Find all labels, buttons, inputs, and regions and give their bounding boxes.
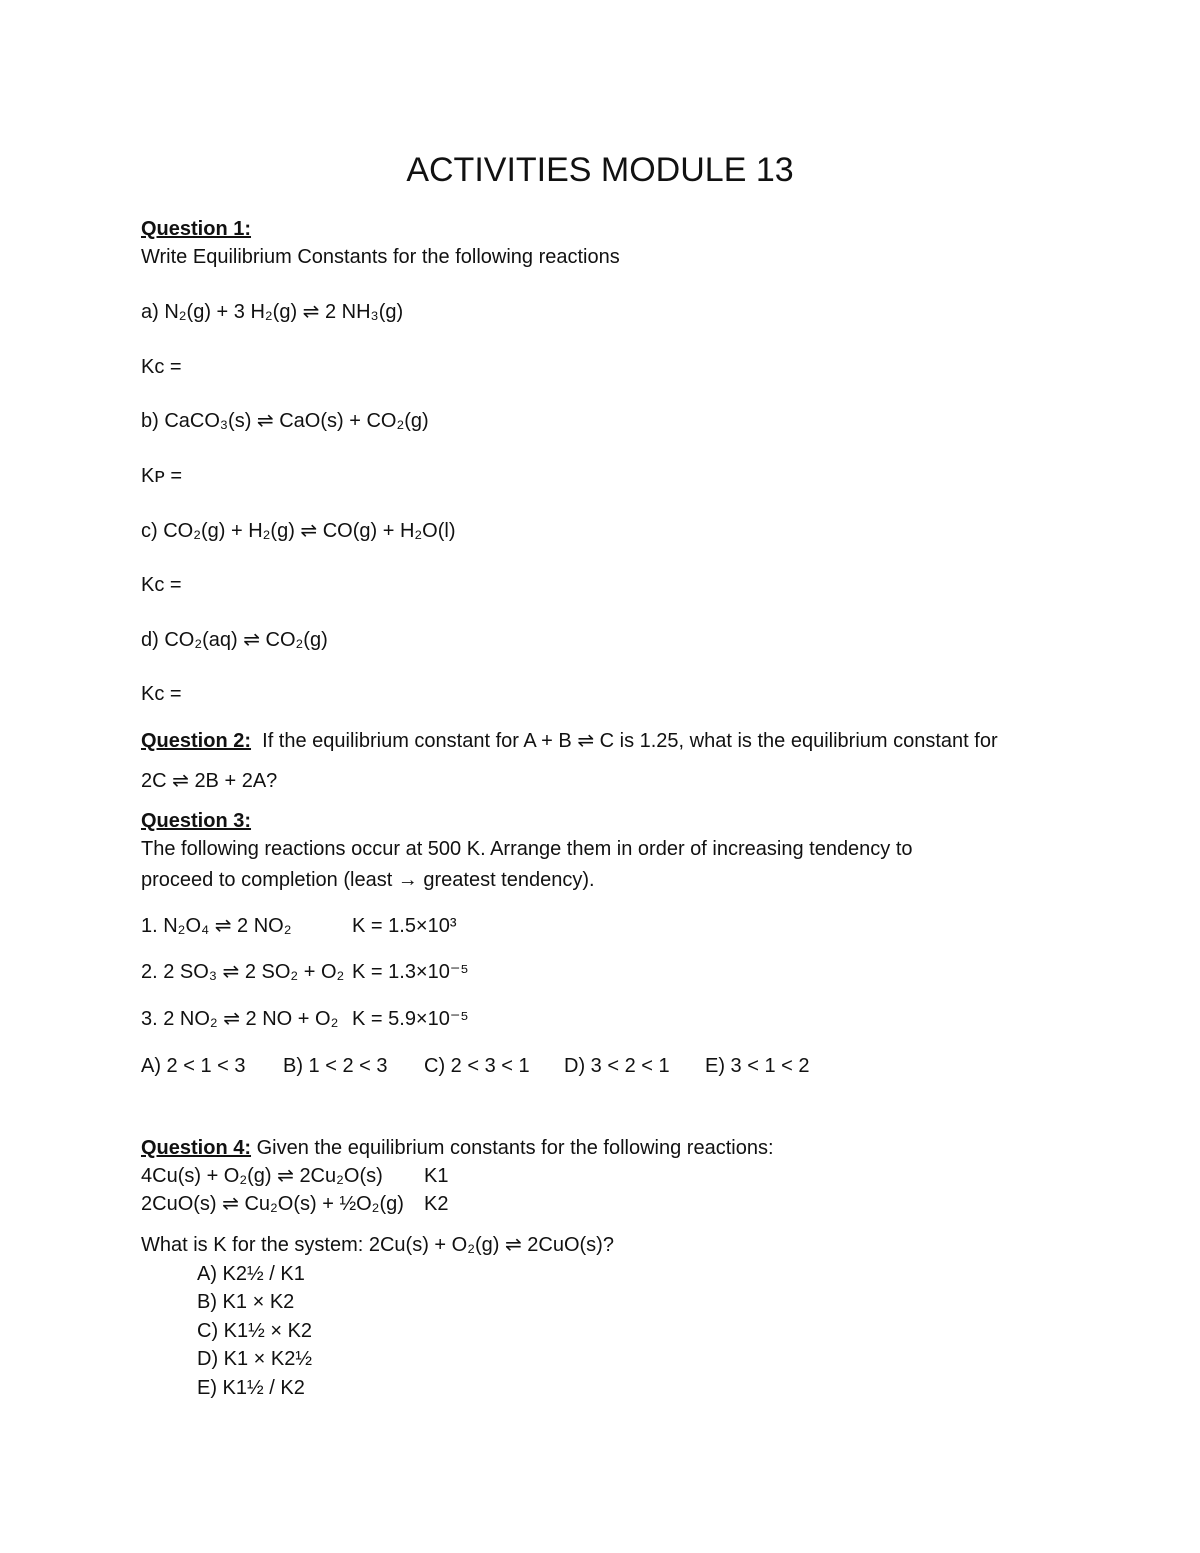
q4-reaction-2: 2CuO(s) ⇌ Cu₂O(s) + ½O₂(g) [141, 1193, 404, 1215]
reaction-2: 2. 2 SO₃ ⇌ 2 SO₂ + O₂ [141, 961, 345, 983]
q4-reaction-1: 4Cu(s) + O₂(g) ⇌ 2Cu₂O(s) [141, 1165, 383, 1187]
question-1-prompt: Write Equilibrium Constants for the following reactions [141, 246, 620, 268]
reaction-1: 1. N₂O₄ ⇌ 2 NO₂ [141, 915, 292, 937]
question-3-text-line-1: The following reactions occur at 500 K. Arrange them in order of increasing tendency to [141, 838, 913, 860]
kc-c-label: Kᴄ = [141, 574, 182, 596]
question-3-option-c: C) 2 < 3 < 1 [424, 1055, 530, 1077]
question-3-heading: Question 3: [141, 810, 252, 832]
reaction-1-k: K = 1.5×10³ [352, 915, 457, 937]
reaction-b: b) CaCO₃(s) ⇌ CaO(s) + CO₂(g) [141, 410, 429, 432]
question-3-option-d: D) 3 < 2 < 1 [564, 1055, 670, 1077]
question-3-option-e: E) 3 < 1 < 2 [705, 1055, 810, 1077]
page-title: ACTIVITIES MODULE 13 [406, 151, 794, 189]
question-2-text: If the equilibrium constant for A + B ⇌ C is 1.25, what is the equilibrium constant for [262, 730, 998, 752]
question-4 [141, 1136, 774, 1160]
question-4-option-d: D) K1 × K2½ [197, 1348, 313, 1370]
question-2-reaction: 2C ⇌ 2B + 2A? [141, 770, 278, 792]
q4-reaction-1-k: K1 [424, 1165, 449, 1187]
question-3-option-b: B) 1 < 2 < 3 [283, 1055, 388, 1077]
kc-d-label: Kᴄ = [141, 683, 182, 705]
question-4-option-e: E) K1½ / K2 [197, 1377, 305, 1399]
question-4-text: Given the equilibrium constants for the following reactions: [256, 1137, 774, 1159]
question-4-option-a: A) K2½ / K1 [197, 1263, 305, 1285]
kc-a-label: Kᴄ = [141, 356, 182, 378]
reaction-3-k: K = 5.9×10⁻⁵ [352, 1008, 469, 1030]
reaction-a: a) N₂(g) + 3 H₂(g) ⇌ 2 NH₃(g) [141, 301, 404, 323]
reaction-d: d) CO₂(aq) ⇌ CO₂(g) [141, 629, 328, 651]
question-2-heading: Question 2: [141, 730, 252, 752]
reaction-2-k: K = 1.3×10⁻⁵ [352, 961, 469, 983]
question-4-option-b: B) K1 × K2 [197, 1291, 295, 1313]
q4-reaction-2-k: K2 [424, 1193, 449, 1215]
question-4-question: What is K for the system: 2Cu(s) + O₂(g) ⇌ 2CuO(s)? [141, 1234, 614, 1256]
question-2 [141, 729, 998, 753]
question-4-heading: Question 4: [141, 1137, 252, 1159]
question-3-text-line-2: proceed to completion (least → greatest tendency). [141, 869, 595, 891]
question-3-option-a: A) 2 < 1 < 3 [141, 1055, 246, 1077]
kp-b-label: Kᴘ = [141, 465, 182, 487]
reaction-c: c) CO₂(g) + H₂(g) ⇌ CO(g) + H₂O(l) [141, 520, 456, 542]
reaction-3: 3. 2 NO₂ ⇌ 2 NO + O₂ [141, 1008, 339, 1030]
question-1-heading: Question 1: [141, 218, 252, 240]
question-4-option-c: C) K1½ × K2 [197, 1320, 313, 1342]
